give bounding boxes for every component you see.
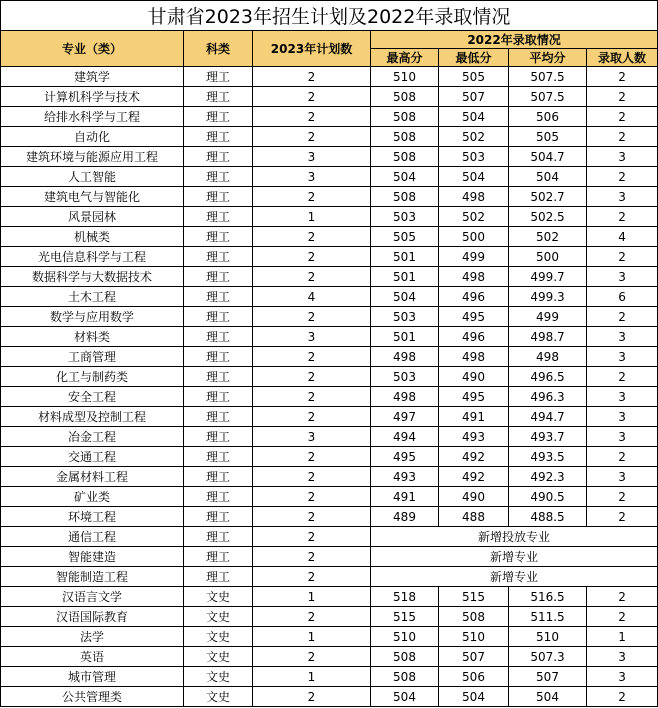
table-row <box>1 87 658 107</box>
cell-max-score: 489 <box>371 507 439 527</box>
table-row <box>1 127 658 147</box>
cell-min-score: 488 <box>439 507 509 527</box>
cell-major: 计算机科学与技术 <box>1 87 184 107</box>
table-row <box>1 647 658 667</box>
table-body <box>1 67 658 707</box>
cell-admitted: 3 <box>587 467 658 487</box>
cell-plan-2023: 1 <box>253 627 371 647</box>
cell-subject: 文史 <box>184 687 253 707</box>
table-row <box>1 667 658 687</box>
cell-min-score: 493 <box>439 427 509 447</box>
cell-max-score: 508 <box>371 667 439 687</box>
cell-plan-2023: 2 <box>253 127 371 147</box>
cell-admitted: 2 <box>587 447 658 467</box>
header-plan-2023: 2023年计划数 <box>253 31 371 67</box>
cell-admitted: 6 <box>587 287 658 307</box>
cell-subject: 理工 <box>184 87 253 107</box>
table-row <box>1 207 658 227</box>
cell-subject: 理工 <box>184 127 253 147</box>
cell-plan-2023: 2 <box>253 407 371 427</box>
table-row <box>1 247 658 267</box>
cell-avg-score: 507.5 <box>509 87 587 107</box>
cell-max-score: 515 <box>371 607 439 627</box>
cell-admitted: 2 <box>587 87 658 107</box>
cell-min-score: 505 <box>439 67 509 87</box>
cell-min-score: 504 <box>439 107 509 127</box>
cell-admitted: 3 <box>587 187 658 207</box>
table-row <box>1 567 658 587</box>
table-row <box>1 487 658 507</box>
table-row <box>1 367 658 387</box>
cell-subject: 理工 <box>184 467 253 487</box>
cell-max-score: 508 <box>371 107 439 127</box>
cell-major: 材料类 <box>1 327 184 347</box>
cell-admitted: 4 <box>587 227 658 247</box>
cell-avg-score: 498.7 <box>509 327 587 347</box>
cell-plan-2023: 2 <box>253 467 371 487</box>
cell-avg-score: 496.3 <box>509 387 587 407</box>
cell-avg-score: 499 <box>509 307 587 327</box>
cell-major: 智能制造工程 <box>1 567 184 587</box>
cell-admitted: 2 <box>587 307 658 327</box>
cell-subject: 理工 <box>184 567 253 587</box>
cell-admitted: 2 <box>587 107 658 127</box>
cell-min-score: 507 <box>439 647 509 667</box>
cell-major: 汉语国际教育 <box>1 607 184 627</box>
table-row <box>1 107 658 127</box>
cell-max-score: 503 <box>371 307 439 327</box>
cell-admitted: 3 <box>587 327 658 347</box>
cell-subject: 文史 <box>184 667 253 687</box>
cell-max-score: 501 <box>371 267 439 287</box>
cell-avg-score: 490.5 <box>509 487 587 507</box>
cell-admitted: 2 <box>587 207 658 227</box>
cell-plan-2023: 2 <box>253 67 371 87</box>
cell-avg-score: 507.5 <box>509 67 587 87</box>
cell-major: 自动化 <box>1 127 184 147</box>
cell-max-score: 503 <box>371 367 439 387</box>
cell-admitted: 3 <box>587 147 658 167</box>
cell-avg-score: 507.3 <box>509 647 587 667</box>
cell-admitted: 2 <box>587 247 658 267</box>
cell-admitted: 3 <box>587 427 658 447</box>
cell-admitted: 3 <box>587 267 658 287</box>
table-row <box>1 627 658 647</box>
cell-avg-score: 493.7 <box>509 427 587 447</box>
cell-min-score: 495 <box>439 307 509 327</box>
cell-min-score: 502 <box>439 207 509 227</box>
cell-max-score: 510 <box>371 67 439 87</box>
cell-major: 建筑学 <box>1 67 184 87</box>
cell-subject: 理工 <box>184 327 253 347</box>
cell-major: 工商管理 <box>1 347 184 367</box>
cell-plan-2023: 2 <box>253 487 371 507</box>
cell-major: 数据科学与大数据技术 <box>1 267 184 287</box>
table-row <box>1 407 658 427</box>
cell-major: 建筑环境与能源应用工程 <box>1 147 184 167</box>
cell-min-score: 500 <box>439 227 509 247</box>
cell-admitted: 3 <box>587 407 658 427</box>
cell-avg-score: 494.7 <box>509 407 587 427</box>
cell-plan-2023: 3 <box>253 427 371 447</box>
cell-max-score: 497 <box>371 407 439 427</box>
cell-avg-score: 510 <box>509 627 587 647</box>
table-row <box>1 67 658 87</box>
cell-subject: 理工 <box>184 267 253 287</box>
cell-subject: 理工 <box>184 167 253 187</box>
cell-major: 安全工程 <box>1 387 184 407</box>
cell-max-score: 503 <box>371 207 439 227</box>
cell-major: 法学 <box>1 627 184 647</box>
table-row <box>1 187 658 207</box>
cell-max-score: 508 <box>371 127 439 147</box>
cell-subject: 理工 <box>184 507 253 527</box>
cell-subject: 理工 <box>184 207 253 227</box>
cell-admitted: 2 <box>587 507 658 527</box>
cell-major: 给排水科学与工程 <box>1 107 184 127</box>
cell-max-score: 504 <box>371 287 439 307</box>
table-title: 甘肃省2023年招生计划及2022年录取情况 <box>1 1 658 31</box>
table-row <box>1 267 658 287</box>
cell-subject: 文史 <box>184 587 253 607</box>
cell-note: 新增专业 <box>371 567 658 587</box>
cell-min-score: 492 <box>439 447 509 467</box>
cell-subject: 理工 <box>184 147 253 167</box>
cell-plan-2023: 2 <box>253 647 371 667</box>
cell-major: 汉语言文学 <box>1 587 184 607</box>
table-row <box>1 227 658 247</box>
header-max-score: 最高分 <box>371 49 439 67</box>
cell-major: 机械类 <box>1 227 184 247</box>
cell-avg-score: 504 <box>509 687 587 707</box>
table-row <box>1 387 658 407</box>
cell-subject: 文史 <box>184 627 253 647</box>
cell-avg-score: 499.3 <box>509 287 587 307</box>
cell-subject: 理工 <box>184 187 253 207</box>
cell-subject: 理工 <box>184 247 253 267</box>
cell-max-score: 501 <box>371 247 439 267</box>
cell-min-score: 491 <box>439 407 509 427</box>
header-admission-2022: 2022年录取情况 <box>371 31 658 49</box>
cell-plan-2023: 2 <box>253 547 371 567</box>
cell-plan-2023: 2 <box>253 507 371 527</box>
cell-major: 化工与制药类 <box>1 367 184 387</box>
cell-plan-2023: 3 <box>253 147 371 167</box>
cell-min-score: 492 <box>439 467 509 487</box>
cell-avg-score: 507 <box>509 667 587 687</box>
cell-max-score: 508 <box>371 647 439 667</box>
cell-avg-score: 511.5 <box>509 607 587 627</box>
cell-min-score: 498 <box>439 267 509 287</box>
cell-avg-score: 496.5 <box>509 367 587 387</box>
cell-max-score: 504 <box>371 167 439 187</box>
cell-plan-2023: 2 <box>253 247 371 267</box>
cell-max-score: 508 <box>371 87 439 107</box>
header-major: 专业（类） <box>1 31 184 67</box>
cell-avg-score: 504.7 <box>509 147 587 167</box>
cell-avg-score: 500 <box>509 247 587 267</box>
cell-admitted: 3 <box>587 647 658 667</box>
cell-avg-score: 493.5 <box>509 447 587 467</box>
cell-major: 环境工程 <box>1 507 184 527</box>
cell-subject: 文史 <box>184 607 253 627</box>
cell-admitted: 2 <box>587 487 658 507</box>
header-avg-score: 平均分 <box>509 49 587 67</box>
cell-plan-2023: 1 <box>253 207 371 227</box>
cell-admitted: 2 <box>587 587 658 607</box>
cell-avg-score: 505 <box>509 127 587 147</box>
cell-plan-2023: 2 <box>253 87 371 107</box>
cell-note: 新增专业 <box>371 547 658 567</box>
cell-avg-score: 502 <box>509 227 587 247</box>
cell-max-score: 510 <box>371 627 439 647</box>
cell-max-score: 491 <box>371 487 439 507</box>
cell-avg-score: 516.5 <box>509 587 587 607</box>
cell-major: 数学与应用数学 <box>1 307 184 327</box>
cell-subject: 理工 <box>184 347 253 367</box>
cell-avg-score: 498 <box>509 347 587 367</box>
cell-subject: 理工 <box>184 487 253 507</box>
cell-major: 城市管理 <box>1 667 184 687</box>
cell-plan-2023: 2 <box>253 687 371 707</box>
cell-min-score: 510 <box>439 627 509 647</box>
table-row <box>1 427 658 447</box>
cell-plan-2023: 2 <box>253 447 371 467</box>
cell-min-score: 498 <box>439 347 509 367</box>
cell-min-score: 496 <box>439 327 509 347</box>
cell-subject: 理工 <box>184 367 253 387</box>
cell-min-score: 490 <box>439 487 509 507</box>
cell-subject: 理工 <box>184 427 253 447</box>
cell-major: 交通工程 <box>1 447 184 467</box>
cell-avg-score: 506 <box>509 107 587 127</box>
cell-subject: 理工 <box>184 227 253 247</box>
cell-plan-2023: 1 <box>253 667 371 687</box>
cell-major: 风景园林 <box>1 207 184 227</box>
cell-admitted: 2 <box>587 167 658 187</box>
header-admitted: 录取人数 <box>587 49 658 67</box>
cell-admitted: 3 <box>587 387 658 407</box>
table-row <box>1 307 658 327</box>
cell-plan-2023: 3 <box>253 167 371 187</box>
cell-major: 材料成型及控制工程 <box>1 407 184 427</box>
table-row <box>1 547 658 567</box>
cell-min-score: 504 <box>439 687 509 707</box>
cell-subject: 理工 <box>184 107 253 127</box>
cell-max-score: 494 <box>371 427 439 447</box>
table-row <box>1 687 658 707</box>
cell-subject: 理工 <box>184 67 253 87</box>
table-row <box>1 147 658 167</box>
table-row <box>1 347 658 367</box>
cell-subject: 理工 <box>184 307 253 327</box>
cell-subject: 理工 <box>184 527 253 547</box>
cell-plan-2023: 2 <box>253 227 371 247</box>
cell-min-score: 507 <box>439 87 509 107</box>
cell-plan-2023: 1 <box>253 587 371 607</box>
cell-subject: 理工 <box>184 387 253 407</box>
cell-min-score: 496 <box>439 287 509 307</box>
table-row <box>1 167 658 187</box>
cell-max-score: 498 <box>371 387 439 407</box>
cell-plan-2023: 2 <box>253 267 371 287</box>
cell-admitted: 3 <box>587 347 658 367</box>
cell-admitted: 3 <box>587 667 658 687</box>
table-row <box>1 527 658 547</box>
cell-admitted: 2 <box>587 367 658 387</box>
cell-avg-score: 504 <box>509 167 587 187</box>
header-subject: 科类 <box>184 31 253 67</box>
table-row <box>1 467 658 487</box>
table-row <box>1 587 658 607</box>
cell-major: 建筑电气与智能化 <box>1 187 184 207</box>
table-row <box>1 607 658 627</box>
cell-major: 金属材料工程 <box>1 467 184 487</box>
cell-max-score: 508 <box>371 187 439 207</box>
cell-min-score: 506 <box>439 667 509 687</box>
cell-major: 英语 <box>1 647 184 667</box>
cell-subject: 理工 <box>184 287 253 307</box>
cell-major: 矿业类 <box>1 487 184 507</box>
cell-max-score: 518 <box>371 587 439 607</box>
cell-note: 新增投放专业 <box>371 527 658 547</box>
cell-avg-score: 502.7 <box>509 187 587 207</box>
cell-min-score: 502 <box>439 127 509 147</box>
cell-avg-score: 488.5 <box>509 507 587 527</box>
cell-major: 人工智能 <box>1 167 184 187</box>
cell-plan-2023: 2 <box>253 527 371 547</box>
cell-admitted: 2 <box>587 67 658 87</box>
cell-min-score: 490 <box>439 367 509 387</box>
cell-admitted: 2 <box>587 687 658 707</box>
cell-min-score: 508 <box>439 607 509 627</box>
cell-plan-2023: 2 <box>253 307 371 327</box>
cell-avg-score: 502.5 <box>509 207 587 227</box>
cell-major: 通信工程 <box>1 527 184 547</box>
cell-plan-2023: 3 <box>253 327 371 347</box>
cell-max-score: 495 <box>371 447 439 467</box>
cell-plan-2023: 2 <box>253 347 371 367</box>
cell-admitted: 2 <box>587 127 658 147</box>
cell-major: 土木工程 <box>1 287 184 307</box>
cell-avg-score: 499.7 <box>509 267 587 287</box>
cell-subject: 理工 <box>184 447 253 467</box>
cell-major: 智能建造 <box>1 547 184 567</box>
cell-plan-2023: 2 <box>253 387 371 407</box>
cell-subject: 理工 <box>184 407 253 427</box>
cell-min-score: 498 <box>439 187 509 207</box>
cell-plan-2023: 2 <box>253 607 371 627</box>
cell-subject: 文史 <box>184 647 253 667</box>
cell-plan-2023: 2 <box>253 107 371 127</box>
cell-plan-2023: 2 <box>253 367 371 387</box>
cell-major: 公共管理类 <box>1 687 184 707</box>
cell-min-score: 515 <box>439 587 509 607</box>
cell-plan-2023: 4 <box>253 287 371 307</box>
table-row <box>1 287 658 307</box>
cell-admitted: 2 <box>587 607 658 627</box>
cell-plan-2023: 2 <box>253 187 371 207</box>
cell-avg-score: 492.3 <box>509 467 587 487</box>
cell-max-score: 504 <box>371 687 439 707</box>
cell-max-score: 498 <box>371 347 439 367</box>
cell-max-score: 493 <box>371 467 439 487</box>
table-row <box>1 507 658 527</box>
cell-min-score: 499 <box>439 247 509 267</box>
cell-max-score: 505 <box>371 227 439 247</box>
cell-min-score: 495 <box>439 387 509 407</box>
cell-major: 光电信息科学与工程 <box>1 247 184 267</box>
table-row <box>1 327 658 347</box>
table-row <box>1 447 658 467</box>
cell-max-score: 508 <box>371 147 439 167</box>
cell-min-score: 503 <box>439 147 509 167</box>
header-min-score: 最低分 <box>439 49 509 67</box>
cell-major: 冶金工程 <box>1 427 184 447</box>
cell-subject: 理工 <box>184 547 253 567</box>
cell-plan-2023: 2 <box>253 567 371 587</box>
cell-admitted: 1 <box>587 627 658 647</box>
cell-min-score: 504 <box>439 167 509 187</box>
cell-max-score: 501 <box>371 327 439 347</box>
